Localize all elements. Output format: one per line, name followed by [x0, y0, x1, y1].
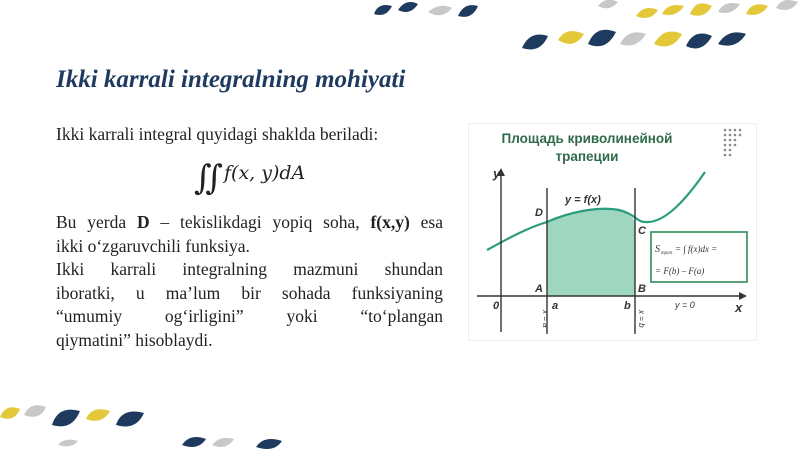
- area-formula-rhs: = ∫ f(x)dx =: [675, 244, 718, 254]
- figure-title-line1: Площадь криволинейной: [501, 131, 673, 146]
- curve-label: y = f(x): [565, 194, 601, 206]
- paragraph2-line1: Ikki karrali integralning mazmuni shundan: [56, 259, 443, 279]
- paragraph1-line1: [56, 211, 443, 235]
- integrand-expression: f(x, y)dA: [224, 162, 306, 184]
- x-eq-a-label: x = a: [541, 310, 550, 328]
- point-b-label: b: [624, 300, 631, 312]
- shaded-area: [547, 209, 635, 296]
- x-axis-label: x: [735, 300, 743, 315]
- x-axis-arrow: [739, 292, 747, 300]
- area-formula-bottom: = F(b) – F(a): [655, 266, 705, 276]
- bottom-leaf-decoration: [0, 395, 800, 449]
- area-formula-subscript: трап: [661, 251, 673, 256]
- domain-symbol: D: [136, 212, 150, 232]
- area-formula-lhs: S: [655, 244, 660, 255]
- paragraph2-line2: iboratki, u ma’lum bir sohada funksiyaning: [56, 282, 443, 303]
- top-leaf-decoration: [0, 0, 800, 60]
- intro-text: Ikki karrali integral quyidagi shaklda beriladi:: [56, 124, 379, 144]
- slide-title: Ikki karrali integralning mohiyati: [56, 66, 406, 93]
- leaf-shapes-bottom: [0, 405, 282, 449]
- trapezoid-diagram: [469, 124, 756, 340]
- dot-grid-decoration: [724, 129, 742, 157]
- function-symbol: f(x,y): [370, 212, 410, 232]
- paragraph2-line3: “umumiy og‘irligini” yoki “to‘plangan: [56, 306, 443, 326]
- y-axis-label: y: [493, 166, 501, 181]
- paragraph1-line2: ikki o‘zgaruvchili funksiya.: [56, 235, 250, 256]
- y-eq-0-label: y = 0: [675, 300, 695, 310]
- point-a-label: a: [552, 300, 559, 312]
- double-integral-sign: ∬: [194, 158, 214, 198]
- figure-title-line2: трапеции: [555, 149, 619, 164]
- origin-label: 0: [493, 300, 500, 312]
- point-B-label: B: [638, 283, 646, 295]
- text-fragment: esa: [409, 212, 443, 232]
- x-eq-b-label: x = b: [637, 310, 646, 328]
- double-integral-formula: [194, 156, 324, 200]
- point-C-label: C: [638, 225, 646, 237]
- point-A-label: A: [535, 283, 543, 295]
- text-fragment: – tekislikdagi yopiq soha,: [149, 212, 371, 232]
- leaf-shapes-top: [374, 0, 798, 50]
- text-fragment: Bu yerda: [56, 212, 137, 232]
- curvilinear-trapezoid-figure: [469, 124, 756, 340]
- body-paragraphs: [56, 211, 443, 352]
- paragraph2-line4: qiymatini” hisoblaydi.: [56, 329, 213, 350]
- point-D-label: D: [535, 207, 543, 219]
